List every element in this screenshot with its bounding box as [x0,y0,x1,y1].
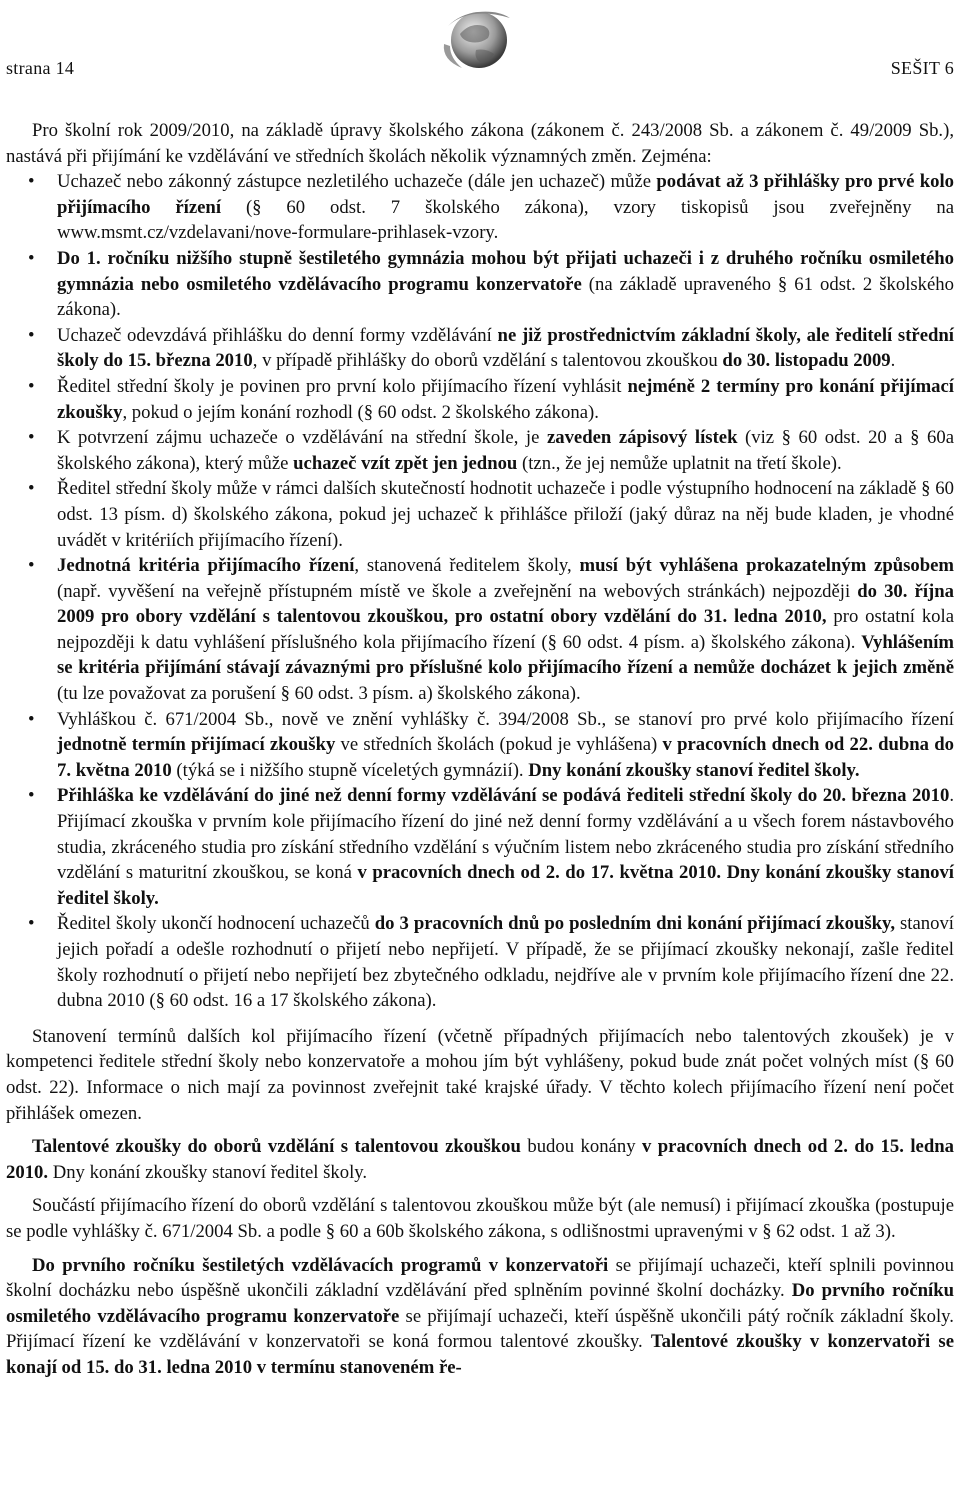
text-run: (týká se i nižšího stupně víceletých gymnázií). [171,759,529,781]
text-run: Součástí přijímacího řízení do oborů vzdělání s talentovou zkouškou může být (ale nemusí) i přijímací zkouška (postupuje se podle vyhlášky č. 671/2004 Sb. a podle § 60 a 60b školského zákona, s odlišnostmi upravenými v § 62 odst. 1 až 3). [6,1195,954,1242]
text-run: pro ostatní kola nejpozději k datu vyhlášení příslušného kola přijímacího řízení (§ 60 odst. 4 písm. a) školského zákona). [57,606,954,653]
bold-text-run: Přihláška ke vzdělávání do jiné než denní formy vzdělávání se podává řediteli střední školy do 20. března 2010 [57,785,950,807]
bold-text-run: zaveden zápisový lístek [546,427,738,449]
paragraph [6,1253,954,1381]
text-run: (viz § 60 odst. 20 a § 60a školského zákona), který může [57,427,955,474]
text-run: Uchazeč nebo zákonný zástupce nezletilého uchazeče (dále jen uchazeč) může [57,171,657,193]
text-run: , v případě přihlášky do oborů vzdělání s talentovou zkouškou [252,350,723,372]
bold-text-run: v pracovních dnech od 22. dubna do 7. května 2010 [57,734,954,781]
bold-text-run: do 30. listopadu 2009 [722,350,891,372]
text-run: ve středních školách (pokud je vyhlášena) [335,734,663,756]
text-run: . Přijímací zkouška v prvním kole přijímacího řízení do jiné než denní formy vzdělávání a u všech forem nástavbového studia, zkráceného studia pro získání středního vzdělání s výučním listem nebo zkráceného studia pro získání středního vzdělání s maturitní zkouškou, se koná [57,785,954,884]
bold-text-run: Do prvního ročníku šestiletých vzdělávacích programů v konzervatoři [32,1254,609,1276]
bold-text-run: musí být vyhlášena prokazatelným způsobem [579,555,954,577]
paragraph [6,118,954,169]
bold-text-run: nejméně 2 termíny pro konání přijímací zkoušky [57,375,954,423]
article-body [6,118,954,1381]
bold-text-run: Dny konání zkoušky stanoví ředitel školy. [528,759,860,781]
rules-list [6,169,954,1014]
text-run: (tu lze považovat za porušení § 60 odst. 3 písm. a) školského zákona). [57,683,581,705]
text-run: Stanovení termínů dalších kol přijímacího řízení (včetně případných přijímacích nebo talentových zkoušek) je v kompetenci ředitele střední školy nebo konzervatoře a mohou jím být vyhlášeny, pokud bude znát počet volných míst (§ 60 odst. 22). Informace o nich mají za povinnost zveřejnit také krajské úřady. V těchto kolech přijímacího řízení není počet přihlášek omezen. [6,1025,954,1124]
text-run: , stanovená ředitelem školy, [354,555,580,577]
bold-text-run: Vyhlášením se kritéria přijímání stávají závaznými pro příslušné kolo přijímacího řízení a nemůže docházet k jejich změně [57,631,954,679]
globe-logo-icon [440,4,518,72]
bold-text-run: jednotně termín přijímací zkoušky [57,734,336,756]
text-run: Ředitel střední školy je povinen pro první kolo přijímacího řízení vyhlásit [57,375,628,397]
text-run: (na základě upraveného § 61 odst. 2 školského zákona). [57,273,954,321]
bullet-item [6,476,954,553]
text-run: , pokud o jejím konání rozhodl (§ 60 odst. 2 školského zákona). [122,401,599,423]
text-run: (§ 60 odst. 7 školského zákona), vzory tiskopisů jsou zveřejněny na www.msmt.cz/vzdelavani/nove-formulare-prihlasek-vzory. [57,196,954,244]
bold-text-run: Talentové zkoušky do oborů vzdělání s talentovou zkouškou [32,1136,521,1158]
text-run: Ředitel školy ukončí hodnocení uchazečů [57,913,375,935]
text-run: se přijímají uchazeči, kteří úspěšně ukončili pátý ročník základní školy. Přijímací řízení ke vzdělávání v konzervatoři se koná formou talentové zkoušky. [6,1305,954,1353]
issue-label: SEŠIT 6 [890,58,954,78]
text-run: se přijímají uchazeči, kteří splnili povinnou školní docházku nebo úspěšně ukončili základní vzdělávání před splněním povinné školní docházky. [6,1254,954,1302]
intro-paragraph [6,118,954,169]
text-run: Pro školní rok 2009/2010, na základě úpravy školského zákona (zákonem č. 243/2008 Sb. a zákonem č. 49/2009 Sb.), nastává při přijímání ke vzdělávání ve středních školách několik významných změn. Zejména: [6,120,954,167]
bullet-item [6,169,954,246]
bold-text-run: ne již prostřednictvím základní školy, ale ředitelí střední školy do 15. března 2010 [57,324,954,372]
text-run: Dny konání zkoušky stanoví ředitel školy. [48,1161,368,1183]
text-run: (např. vyvěšení na veřejně přístupném místě ve škole a zveřejnění na webových stránkách) nejpozději [57,580,858,602]
bullet-item [6,707,954,784]
bullet-item [6,425,954,476]
bullet-item [6,374,954,425]
bullet-item [6,911,954,1013]
text-run: . [890,350,896,372]
bold-text-run: Do prvního ročníku osmiletého vzdělávacího programu konzervatoře [6,1280,954,1327]
text-run: Vyhláškou č. 671/2004 Sb., nově ve znění vyhlášky č. 394/2008 Sb., se stanoví pro prvé kolo přijímacího řízení [57,708,954,730]
bold-text-run: uchazeč vzít zpět jen jednou [293,452,518,474]
bold-text-run: v pracovních dnech od 2. do 15. ledna 2010. [6,1136,954,1183]
text-run: Uchazeč odevzdává přihlášku do denní formy vzdělávání [57,324,498,346]
bold-text-run: Talentové zkoušky v konzervatoři se konají od 15. do 31. ledna 2010 v termínu stanoveném ře- [6,1331,954,1378]
bullet-item [6,323,954,374]
bold-text-run: do 3 pracovních dnů po posledním dni konání přijímací zkoušky, [374,913,895,935]
text-run: K potvrzení zájmu uchazeče o vzdělávání na střední škole, je [57,427,547,449]
bold-text-run: v pracovních dnech od 2. do 17. května 2010. Dny konání zkoušky stanoví ředitel školy. [57,862,955,909]
paragraph [6,1134,954,1185]
paragraph [6,1024,954,1126]
bold-text-run: do 30. října 2009 pro obory vzdělání s talentovou zkouškou, pro ostatní obory vzdělání do 31. ledna 2010, [57,580,954,628]
paragraph [6,1193,954,1244]
closing-paragraphs [6,1024,954,1381]
bullet-item [6,246,954,323]
text-run: Ředitel střední školy může v rámci dalších skutečností hodnotit uchazeče i podle výstupního hodnocení na základě § 60 odst. 13 písm. d) školského zákona, pokud jej uchazeč k přihlášce přiloží (jaký důraz na něj bude kladen, je vhodné uvádět v kritériích přijímacího řízení). [57,478,954,551]
text-run: stanoví jejich pořadí a odešle rozhodnutí o přijetí nebo nepřijetí. V případě, že se přijímací zkoušky nekonají, zašle ředitel školy rozhodnutí o přijetí nebo nepřijetí bez zbytečného odkladu, nejdříve ale v prvním kole přijímacího řízení dne 22. dubna 2010 (§ 60 odst. 16 a 17 školského zákona). [57,913,954,1012]
text-run: budou konány [520,1136,642,1158]
text-run: (tzn., že jej nemůže uplatnit na třetí škole). [517,452,842,474]
bold-text-run: Jednotná kritéria přijímacího řízení [57,555,355,577]
bold-text-run: Do 1. ročníku nižšího stupně šestiletého gymnázia mohou být přijati uchazeči i z druhého ročníku osmiletého gymnázia nebo osmiletého vzdělávacího programu konzervatoře [57,247,954,295]
bullet-item [6,783,954,911]
page-number: strana 14 [6,58,75,78]
bold-text-run: podávat až 3 přihlášky pro prvé kolo přijímacího řízení [57,171,955,218]
bullet-item [6,553,954,707]
